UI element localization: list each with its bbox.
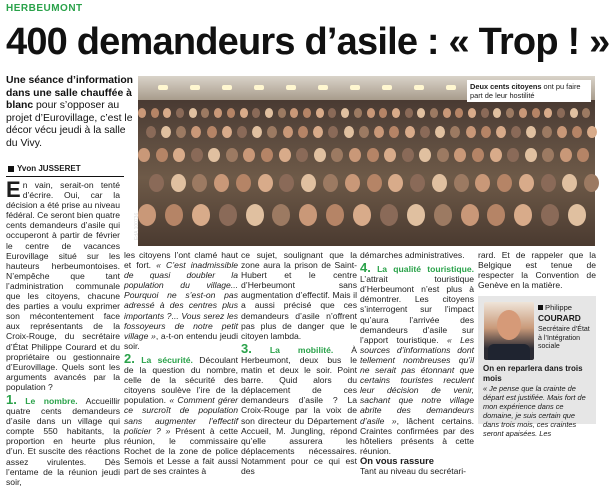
caption-bold: Deux cents citoyens [470,82,542,91]
subheading: On vous rassure [360,454,434,466]
crowd-head [568,204,586,226]
lede [6,75,136,151]
point-2-body1: Découlant de la question du nombre, celle de la sécurité des citoyens soulève l’ire de la population. [124,354,238,406]
author-byline [8,164,81,173]
crowd-head [584,174,599,192]
crowd-head [353,204,371,226]
crowd-head [455,108,463,118]
crowd-head [290,108,298,118]
col3-p1: ce sujet, soulignant que la zone aura la prison de Saint-Hubert et le centre d’Herbeumont sans augmentation d’effectif. Mais il a aussi précisé que ces demandeurs d’asile n’offrent pas plus de danger que le citoyen lambda. [241,250,357,341]
column-1 [6,177,120,487]
crowd-head [519,174,534,192]
crowd-head [405,126,415,138]
crowd-head [192,204,210,226]
column-5 [478,250,596,290]
sidebar-quote [483,364,593,438]
crowd-head [156,148,168,162]
crowd-head [405,108,413,118]
crowd-head [252,108,260,118]
name-square-icon [538,305,543,310]
crowd-head [560,148,572,162]
crowd-head [419,148,431,162]
crowd-head [389,126,399,138]
crowd-head [468,108,476,118]
crowd-head [316,108,324,118]
lede-rest: pour s’opposer au projet d’Eurovillage, c’est le décor vécu jeudi à la salle du Vivy. [6,100,133,149]
crowd-head [475,174,490,192]
crowd-head [430,108,438,118]
crowd-head [345,174,360,192]
crowd-head [138,108,146,118]
crowd-head [222,126,232,138]
byline-square-icon [8,166,14,172]
meeting-photo [134,76,595,246]
crowd-head [138,148,150,162]
quote-sidebar [478,296,596,439]
point-1-number: 1. [6,391,17,407]
crowd-head [240,108,248,118]
point-2-heading: La sécurité. [141,354,193,365]
point-2-quote: « Comment gérer ce surcroît de population sans augmenter l’effectif policier ? » [124,395,239,436]
crowd-head [432,174,447,192]
headline: 400 demandeurs d’asile : « Trop ! » [6,21,609,63]
crowd-head [570,108,578,118]
crowd-head [258,174,273,192]
ceiling-lamp [222,85,232,90]
crowd-head [557,126,567,138]
crowd-head [367,108,375,118]
portrait-shirt [488,344,530,360]
point-4-body2: , lâchent certains. Craintes confirmées par des hôteliers présents à cette réunion. [360,415,475,456]
crowd-head [243,148,255,162]
column-4 [360,250,474,476]
sidebar-person-name [538,302,581,323]
crowd-head [323,174,338,192]
crowd-head [214,174,229,192]
sidebar-quote-head: On en reparlera dans trois mois [483,364,583,383]
crowd-head [532,108,540,118]
crowd-head [544,108,552,118]
point-3-number: 3. [241,340,252,356]
crowd-head [572,126,582,138]
column-2 [124,250,238,476]
sidebar-role: Secrétaire d’État à l’Intégration sociale [538,326,590,351]
crowd-head [214,108,222,118]
crowd-head [296,148,308,162]
crowd-head [328,108,336,118]
crowd-head [201,108,209,118]
crowd-head [176,126,186,138]
point-2-body2: Présent à cette réunion, le commissaire Rochet de la zone de police Semois et Lesse a fait aussi part de ses craintes à [124,425,238,476]
col4-p1: démarches administratives. [360,250,465,260]
crowd-head [279,174,294,192]
crowd-head [236,174,251,192]
crowd-head [359,126,369,138]
name-last: COURARD [538,313,581,323]
crowd-head [227,108,235,118]
photo-credit: EdA 100736 [134,212,140,240]
dropcap: E [6,177,21,202]
ceiling-lamp [158,85,168,90]
crowd-head [379,108,387,118]
crowd-head [511,126,521,138]
crowd-head [519,108,527,118]
column-3 [241,250,357,476]
section-kicker: HERBEUMONT [6,3,83,14]
crowd-head [402,148,414,162]
point-4-number: 4. [360,260,371,276]
point-4-heading: La qualité touristique. [377,264,474,275]
crowd-head [146,126,156,138]
crowd-head [208,148,220,162]
crowd-head [392,108,400,118]
author-name: Yvon JUSSERET [17,164,81,173]
crowd-head [507,148,519,162]
crowd-head [283,126,293,138]
crowd-head [557,108,565,118]
crowd-head [151,108,159,118]
portrait-face [497,310,521,340]
crowd-head [481,126,491,138]
crowd-head [176,108,184,118]
ceiling-lamp [318,85,328,90]
crowd-head [226,148,238,162]
crowd-head [472,148,484,162]
crowd-head [191,126,201,138]
crowd-head [380,204,398,226]
ceiling-lamp [414,85,424,90]
crowd-head [562,174,577,192]
crowd-head [207,126,217,138]
photo-caption [467,80,591,102]
crowd-head [349,148,361,162]
crowd-head [577,148,589,162]
name-prefix: Philippe [545,303,573,312]
ceiling-lamp [254,85,264,90]
crowd-head [454,148,466,162]
ceiling-lamp [286,85,296,90]
point-1-heading: Le nombre. [25,395,78,406]
crowd-head [171,174,186,192]
crowd-head [582,108,590,118]
crowd-head [278,108,286,118]
point-2-number: 2. [124,350,135,366]
point-1-body: Accueillir quatre cents demandeurs d’asile dans un village qui compte 550 habitants, la proportion en heurte plus d’un. Et suscite des réactions assez virulentes. Dès l’entame de la réunion jeudi soir, [6,395,120,487]
crowd-head [301,174,316,192]
crowd-head [299,204,317,226]
crowd-head [298,126,308,138]
crowd-head [328,126,338,138]
crowd-head [496,126,506,138]
crowd-head [526,126,536,138]
crowd-head [525,148,537,162]
crowd-head [267,126,277,138]
crowd-head [410,174,425,192]
ceiling-lamp [350,85,360,90]
col4-tail: Tant au niveau du secrétari- [360,465,467,476]
sidebar-quote-body: « Je pense que la crainte de départ est justifiée. Mais fort de mon expérience dans ce domaine, je suis certain que dans trois mois, ces craintes seront apaisées. Les [483,384,586,439]
crowd-head [161,126,171,138]
crowd-head [374,126,384,138]
col1-intro: n vain, serait-on tenté d’écrire. Oui, car la décision a été prise au niveau fédéral. Ce seront bien quatre cents demandeurs d’asile qui occuperont à partir de février le centre de vacances Eurovillage situé sur les hauteurs herbeumontoises. N’empêche que tant l’administration communale que les citoyens, chacune des parties a voulu exprimer son mécontentement face aux représentants de la Croix-Rouge, du secrétaire d’État Philippe Courard et du propriétaire ou gestionnaire d’Eurovillage. Quels sont les arguments avancés par la population ? [6,180,120,392]
crowd-head [303,108,311,118]
ceiling-lamp [382,85,392,90]
crowd-head [279,148,291,162]
ceiling-lamp [446,85,456,90]
col2-quote: « C’est inadmissible de quasi doubler la population du village... Pourquoi ne s’est-on pas adressé à des centres plus importants ?... Vous serez les fossoyeurs de notre petit village » [124,260,239,341]
crowd-head [514,204,532,226]
lede-bold: Une séance d’information dans une salle chauffée à blanc [6,75,134,112]
crowd-head [192,174,207,192]
crowd-head [437,148,449,162]
caption-rest: ont pu faire part de leur hostilité [470,82,581,100]
crowd-head [314,148,326,162]
crowd-head [388,174,403,192]
crowd-head [191,148,203,162]
crowd-head [313,126,323,138]
divider [6,176,124,177]
crowd-head [461,204,479,226]
crowd-head [542,148,554,162]
crowd-head [541,204,559,226]
point-3-body: À Herbeumont, deux bus le matin et deux le soir. Point barre. Quid alors du déplacement de ces demandeurs d’asile ? La Croix-Rouge par la voix de son directeur du Département Accueil, M. Jungling, répond qu’elle assurera les déplacements nécessaires. Notamment pour ce qui est des [241,344,358,476]
crowd-head [541,174,556,192]
crowd-head [272,204,290,226]
crowd-head [163,108,171,118]
portrait-photo [484,302,534,360]
crowd-head [490,148,502,162]
photo-crowd [138,98,595,248]
crowd-head [149,174,164,192]
crowd-head [454,174,469,192]
crowd-head [466,126,476,138]
crowd-head [420,126,430,138]
col2-p1b: , a-t-on entendu jeudi soir. [124,330,238,351]
crowd-head [367,174,382,192]
col5-p1: rard. Et de rappeler que la Belgique est tenue de respecter la Convention de Genève en la matière. [478,250,596,291]
crowd-head [450,126,460,138]
crowd-head [219,204,237,226]
col2-p1a: les citoyens l’ont clamé haut et fort. [124,250,238,271]
crowd-head [481,108,489,118]
point-4-body1: L’attrait touristique d’Herbeumont n’est plus à démontrer. Les citoyens s’interrogent sur l’impact qu’aura l’arrivée des demandeurs d’asile sur l’apport touristique. [360,274,474,345]
crowd-head [265,108,273,118]
crowd-head [354,108,362,118]
crowd-head [138,204,156,226]
crowd-head [542,126,552,138]
crowd-head [261,148,273,162]
crowd-head [384,148,396,162]
crowd-head [246,204,264,226]
crowd-head [326,204,344,226]
crowd-head [344,126,354,138]
crowd-head [443,108,451,118]
crowd-head [417,108,425,118]
point-3-heading: La mobilité. [269,344,334,355]
crowd-head [252,126,262,138]
crowd-head [587,126,597,138]
crowd-head [237,126,247,138]
crowd-head [367,148,379,162]
crowd-head [435,126,445,138]
crowd-head [341,108,349,118]
crowd-head [189,108,197,118]
crowd-head [434,204,452,226]
crowd-head [487,204,505,226]
crowd-head [331,148,343,162]
crowd-head [165,204,183,226]
crowd-head [173,148,185,162]
point-4-quote: « Les sources d’informations dont tellement nombreuses qu’il ne serait pas étonnant que certains touristes reculent leur décision de venir, sachant que notre village abrite des demandeurs d’asile » [360,334,474,426]
ceiling-lamp [190,85,200,90]
crowd-head [497,174,512,192]
crowd-head [407,204,425,226]
crowd-head [506,108,514,118]
crowd-head [493,108,501,118]
